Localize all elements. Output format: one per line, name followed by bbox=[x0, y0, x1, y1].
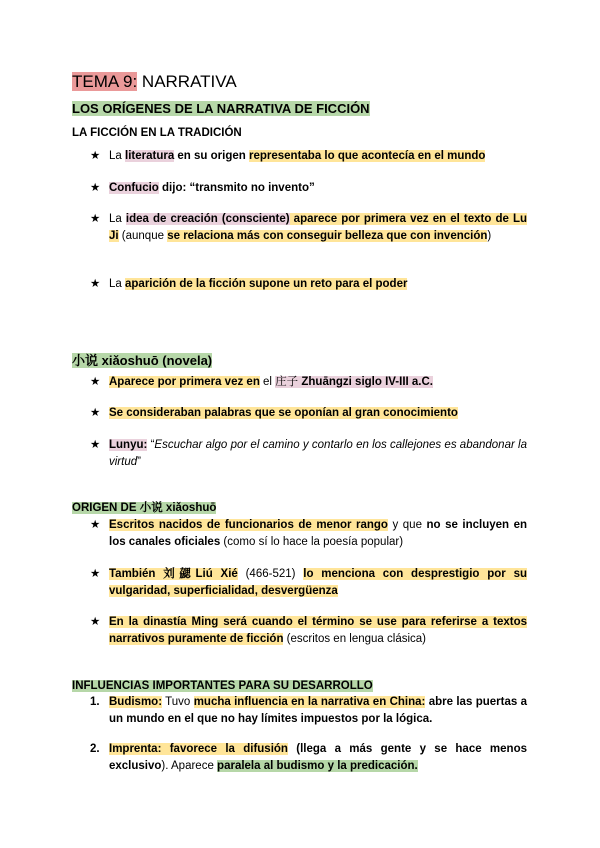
list-item: ★ Lunyu: “Escuchar algo por el camino y contarlo en los callejones es abandonar la virtud” bbox=[90, 439, 527, 468]
numbered-item: 2. Imprenta: favorece la difusión (llega a más gente y se hace menos exclusivo). Aparece paralela al budismo y la predicación. bbox=[90, 743, 527, 772]
list-item: ★ Confucio dijo: “transmito no invento” bbox=[90, 180, 527, 197]
section-heading-origins: LOS ORÍGENES DE LA NARRATIVA DE FICCIÓN bbox=[72, 101, 370, 116]
title-subject: NARRATIVA bbox=[137, 72, 237, 91]
star-bullet-icon: ★ bbox=[90, 213, 101, 225]
section-heading-influencias: INFLUENCIAS IMPORTANTES PARA SU DESARROLLO bbox=[72, 680, 373, 692]
star-bullet-icon: ★ bbox=[90, 278, 101, 290]
list-item: ★ La idea de creación (consciente) aparece por primera vez en el texto de Lu Ji (aunque se relaciona más con conseguir belleza que con invención) bbox=[90, 213, 527, 242]
star-bullet-icon: ★ bbox=[90, 519, 101, 531]
list-item: ★ En la dinastía Ming será cuando el término se use para referirse a textos narrativos puramente de ficción (escritos en lengua clásica) bbox=[90, 616, 528, 645]
star-bullet-icon: ★ bbox=[90, 616, 101, 628]
star-bullet-icon: ★ bbox=[90, 568, 101, 580]
list-item: ★ Escritos nacidos de funcionarios de menor rango y que no se incluyen en los canales oficiales (como sí lo hace la poesía popular) bbox=[90, 519, 528, 548]
star-bullet-icon: ★ bbox=[90, 150, 101, 162]
star-bullet-icon: ★ bbox=[90, 376, 101, 388]
numbered-item: 1. Budismo: Tuvo mucha influencia en la narrativa en China: abre las puertas a un mundo en el que no hay límites impuestos por la lógica. bbox=[90, 696, 528, 725]
list-item: ★ Aparece por primera vez en el 庄子 Zhuāngzi siglo IV-III a.C. bbox=[90, 374, 527, 391]
star-bullet-icon: ★ bbox=[90, 407, 101, 419]
list-item: ★ La literatura en su origen representaba lo que acontecía en el mundo bbox=[90, 148, 527, 165]
title-tema: TEMA 9: bbox=[72, 72, 138, 91]
section-heading-xiaoshuo: 小说 xiǎoshuō (novela) bbox=[72, 353, 213, 368]
list-item: ★ Se consideraban palabras que se oponían al gran conocimiento bbox=[90, 405, 527, 422]
page-title bbox=[72, 71, 237, 93]
list-item: ★ También 刘勰Liú Xié (466-521) lo menciona con desprestigio por su vulgaridad, superficialidad, desvergüenza bbox=[90, 568, 527, 597]
star-bullet-icon: ★ bbox=[90, 182, 101, 194]
section-heading-origen: ORIGEN DE 小说 xiǎoshuō bbox=[72, 502, 217, 514]
subheading-fiction-tradition: LA FICCIÓN EN LA TRADICIÓN bbox=[72, 127, 242, 139]
list-item: ★ La aparición de la ficción supone un reto para el poder bbox=[90, 276, 527, 293]
star-bullet-icon: ★ bbox=[90, 439, 101, 451]
